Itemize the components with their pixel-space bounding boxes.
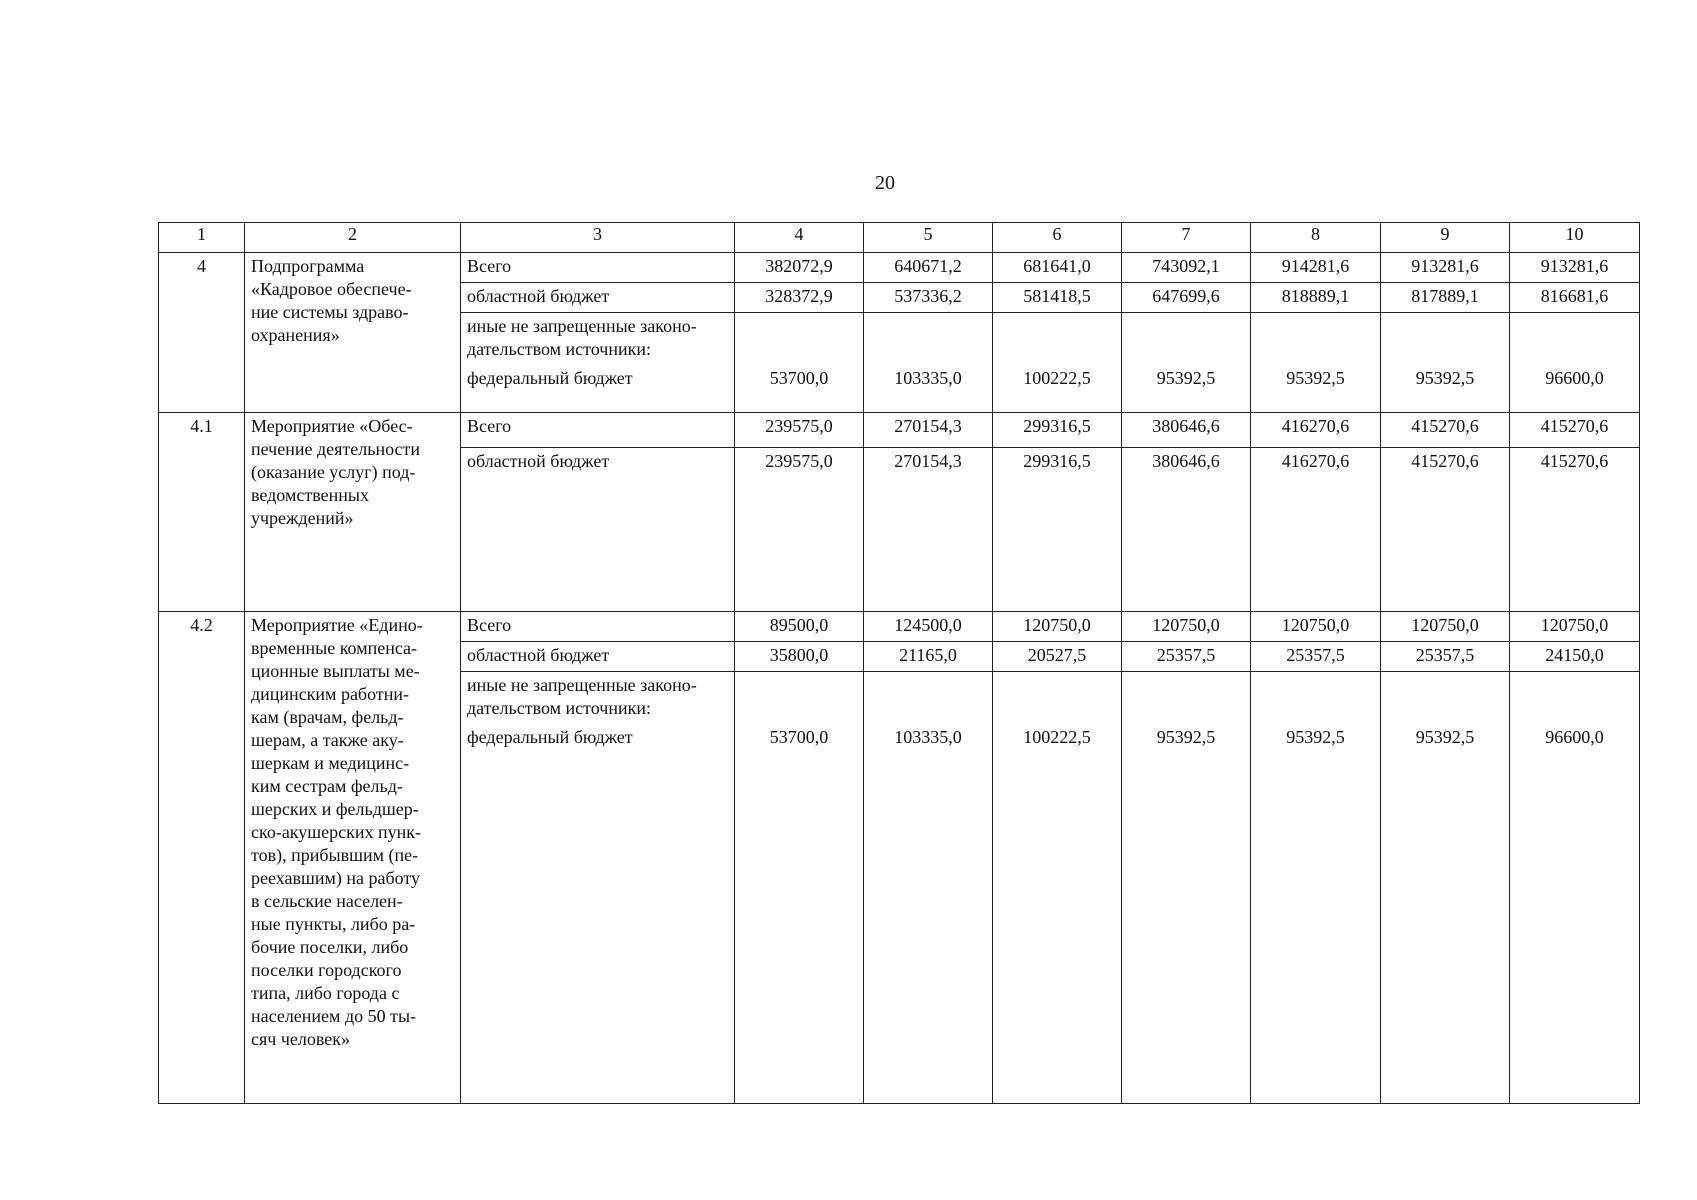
value-cell	[1251, 313, 1381, 413]
value-cell: 120750,0	[1381, 612, 1510, 642]
value-cell: 120750,0	[1122, 612, 1251, 642]
name-line: населением до 50 ты-	[251, 1006, 417, 1026]
value-cell: 89500,0	[735, 612, 864, 642]
value-cell	[735, 672, 864, 1104]
name-line: тов), прибывшим (пе-	[251, 845, 419, 865]
source-line: дательством источники:	[467, 698, 651, 718]
value-text: 95392,5	[1156, 727, 1216, 747]
header-cell: 4	[735, 223, 864, 253]
value-cell	[1381, 313, 1510, 413]
value-text: 95392,5	[1415, 368, 1475, 388]
value-cell: 640671,2	[864, 253, 993, 283]
header-cell: 10	[1510, 223, 1640, 253]
value-cell: 299316,5	[993, 448, 1122, 612]
header-row	[159, 223, 1640, 253]
value-cell: 416270,6	[1251, 413, 1381, 448]
table-row	[159, 253, 1640, 283]
name-line: ско-акушерских пунк-	[251, 822, 422, 842]
name-line: в сельские населен-	[251, 891, 403, 911]
value-cell: 817889,1	[1381, 283, 1510, 313]
source-label: областной бюджет	[461, 642, 735, 672]
source-label: областной бюджет	[461, 283, 735, 313]
header-cell: 9	[1381, 223, 1510, 253]
value-text: 95392,5	[1415, 727, 1475, 747]
value-text: 100222,5	[1023, 727, 1091, 747]
name-line: Мероприятие «Обес-	[251, 416, 413, 436]
value-cell	[735, 313, 864, 413]
source-label: Всего	[461, 413, 735, 448]
value-cell: 25357,5	[1251, 642, 1381, 672]
header-cell: 7	[1122, 223, 1251, 253]
row-name	[245, 612, 461, 1104]
value-text: 96600,0	[1545, 727, 1604, 747]
value-cell	[1251, 672, 1381, 1104]
header-cell: 5	[864, 223, 993, 253]
name-line: охранения»	[251, 325, 340, 345]
row-name	[245, 413, 461, 612]
row-number: 4.2	[159, 612, 245, 1104]
value-cell: 120750,0	[993, 612, 1122, 642]
value-cell: 299316,5	[993, 413, 1122, 448]
value-cell	[1381, 672, 1510, 1104]
source-label	[461, 672, 735, 1104]
value-cell	[993, 313, 1122, 413]
header-cell: 2	[245, 223, 461, 253]
value-cell: 415270,6	[1510, 413, 1640, 448]
name-line: временные компенса-	[251, 638, 418, 658]
value-text: 95392,5	[1156, 368, 1216, 388]
value-cell: 416270,6	[1251, 448, 1381, 612]
value-cell: 382072,9	[735, 253, 864, 283]
value-cell: 328372,9	[735, 283, 864, 313]
name-line: ционные выплаты ме-	[251, 661, 420, 681]
name-line: ким сестрам фельд-	[251, 776, 403, 796]
source-line: иные не запрещенные законо-	[467, 316, 697, 336]
value-text: 96600,0	[1545, 368, 1604, 388]
value-cell	[864, 313, 993, 413]
table-body	[159, 223, 1640, 1104]
value-cell: 415270,6	[1510, 448, 1640, 612]
source-line: федеральный бюджет	[467, 727, 633, 747]
budget-table	[158, 222, 1640, 1104]
header-cell: 1	[159, 223, 245, 253]
value-cell: 239575,0	[735, 413, 864, 448]
name-line: шерских и фельдшер-	[251, 799, 419, 819]
row-name	[245, 253, 461, 413]
row-number: 4.1	[159, 413, 245, 612]
table-row	[159, 413, 1640, 448]
value-cell	[1122, 672, 1251, 1104]
name-line: (оказание услуг) под-	[251, 462, 416, 482]
source-label	[461, 313, 735, 413]
name-line: шерам, а также аку-	[251, 730, 404, 750]
value-cell	[864, 672, 993, 1104]
source-line: иные не запрещенные законо-	[467, 675, 697, 695]
value-cell: 380646,6	[1122, 448, 1251, 612]
name-line: Подпрограмма	[251, 256, 365, 276]
value-text: 103335,0	[894, 727, 962, 747]
name-line: кам (врачам, фельд-	[251, 707, 404, 727]
value-text: 100222,5	[1023, 368, 1091, 388]
value-text: 103335,0	[894, 368, 962, 388]
value-cell: 21165,0	[864, 642, 993, 672]
value-cell: 681641,0	[993, 253, 1122, 283]
name-line: печение деятельности	[251, 439, 421, 459]
name-line: дицинским работни-	[251, 684, 409, 704]
value-cell	[1510, 313, 1640, 413]
value-cell: 581418,5	[993, 283, 1122, 313]
value-cell: 239575,0	[735, 448, 864, 612]
name-line: учреждений»	[251, 508, 354, 528]
name-line: Мероприятие «Едино-	[251, 615, 423, 635]
value-cell: 120750,0	[1510, 612, 1640, 642]
value-cell: 816681,6	[1510, 283, 1640, 313]
source-label: областной бюджет	[461, 448, 735, 612]
value-cell: 24150,0	[1510, 642, 1640, 672]
row-number: 4	[159, 253, 245, 413]
header-cell: 3	[461, 223, 735, 253]
value-cell: 270154,3	[864, 448, 993, 612]
source-line: дательством источники:	[467, 339, 651, 359]
table-row	[159, 612, 1640, 642]
name-line: «Кадровое обеспече-	[251, 279, 412, 299]
value-cell: 25357,5	[1122, 642, 1251, 672]
page-number: 20	[875, 172, 895, 194]
value-text: 95392,5	[1286, 368, 1345, 388]
name-line: ведомственных	[251, 485, 369, 505]
value-cell: 35800,0	[735, 642, 864, 672]
source-label: Всего	[461, 253, 735, 283]
value-text: 95392,5	[1286, 727, 1345, 747]
value-cell: 124500,0	[864, 612, 993, 642]
value-cell: 537336,2	[864, 283, 993, 313]
source-label: Всего	[461, 612, 735, 642]
name-line: типа, либо города с	[251, 983, 400, 1003]
value-cell: 415270,6	[1381, 448, 1510, 612]
value-cell: 20527,5	[993, 642, 1122, 672]
name-line: шеркам и медицинс-	[251, 753, 410, 773]
source-line: федеральный бюджет	[467, 368, 633, 388]
value-cell	[1510, 672, 1640, 1104]
value-cell: 380646,6	[1122, 413, 1251, 448]
header-cell: 6	[993, 223, 1122, 253]
value-cell	[1122, 313, 1251, 413]
name-line: реехавшим) на работу	[251, 868, 421, 888]
value-cell	[993, 672, 1122, 1104]
name-line: ние системы здраво-	[251, 302, 409, 322]
value-cell: 913281,6	[1510, 253, 1640, 283]
header-cell: 8	[1251, 223, 1381, 253]
value-cell: 913281,6	[1381, 253, 1510, 283]
value-cell: 120750,0	[1251, 612, 1381, 642]
name-line: сяч человек»	[251, 1029, 350, 1049]
value-cell: 914281,6	[1251, 253, 1381, 283]
value-text: 53700,0	[769, 368, 829, 388]
value-cell: 818889,1	[1251, 283, 1381, 313]
value-cell: 647699,6	[1122, 283, 1251, 313]
name-line: ные пункты, либо ра-	[251, 914, 416, 934]
name-line: бочие поселки, либо	[251, 937, 409, 957]
value-cell: 415270,6	[1381, 413, 1510, 448]
value-cell: 270154,3	[864, 413, 993, 448]
value-text: 53700,0	[769, 727, 829, 747]
name-line: поселки городского	[251, 960, 402, 980]
value-cell: 25357,5	[1381, 642, 1510, 672]
value-cell: 743092,1	[1122, 253, 1251, 283]
